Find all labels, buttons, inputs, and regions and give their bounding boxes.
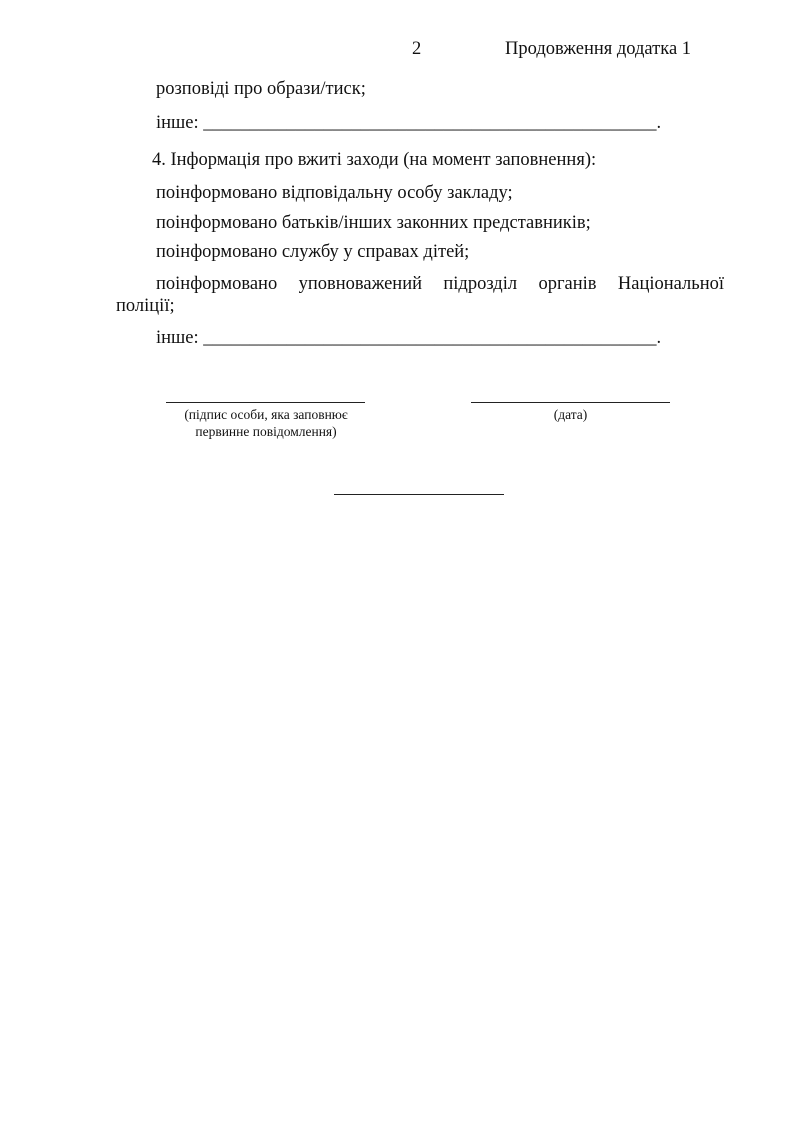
item-label-continued: поліції; xyxy=(116,296,175,316)
page-number: 2 xyxy=(412,39,422,59)
continuation-label: Продовження додатка 1 xyxy=(505,39,692,59)
other-blank-line[interactable]: _________________________________________________ xyxy=(203,113,657,133)
checkbox-item-parents[interactable] xyxy=(152,212,591,235)
end-separator-line xyxy=(334,494,504,495)
item-end: . xyxy=(656,328,662,348)
date-caption: (дата) xyxy=(553,407,588,422)
other-blank-line[interactable]: _________________________________________________ xyxy=(203,328,657,348)
section-4-heading: 4. Інформація про вжиті заходи (на момент заповнення): xyxy=(152,150,597,170)
checkbox-item-child-services[interactable] xyxy=(152,241,469,264)
item-label: поінформовано уповноважений підрозділ органів Національної xyxy=(156,274,724,294)
item-label: інше: xyxy=(156,328,199,348)
checkbox-item-other-2[interactable] xyxy=(152,327,661,350)
checkbox-item-police[interactable] xyxy=(116,273,724,296)
checkbox-item-other-1[interactable] xyxy=(152,112,661,135)
item-end: . xyxy=(656,113,662,133)
signature-line[interactable] xyxy=(166,402,365,403)
item-label: поінформовано батьків/інших законних представників; xyxy=(156,213,591,233)
item-label: поінформовано відповідальну особу закладу; xyxy=(156,183,513,203)
checkbox-item-responsible-person[interactable] xyxy=(152,182,513,205)
item-label: поінформовано службу у справах дітей; xyxy=(156,242,470,262)
date-line[interactable] xyxy=(471,402,670,403)
item-label: розповіді про образи/тиск; xyxy=(156,79,366,99)
checkbox-item-insults[interactable] xyxy=(152,78,366,101)
signer-caption xyxy=(150,406,382,440)
item-label: інше: xyxy=(156,113,199,133)
signer-caption-line2: первинне повідомлення) xyxy=(195,424,337,439)
signer-caption-line1: (підпис особи, яка заповнює xyxy=(184,407,348,422)
